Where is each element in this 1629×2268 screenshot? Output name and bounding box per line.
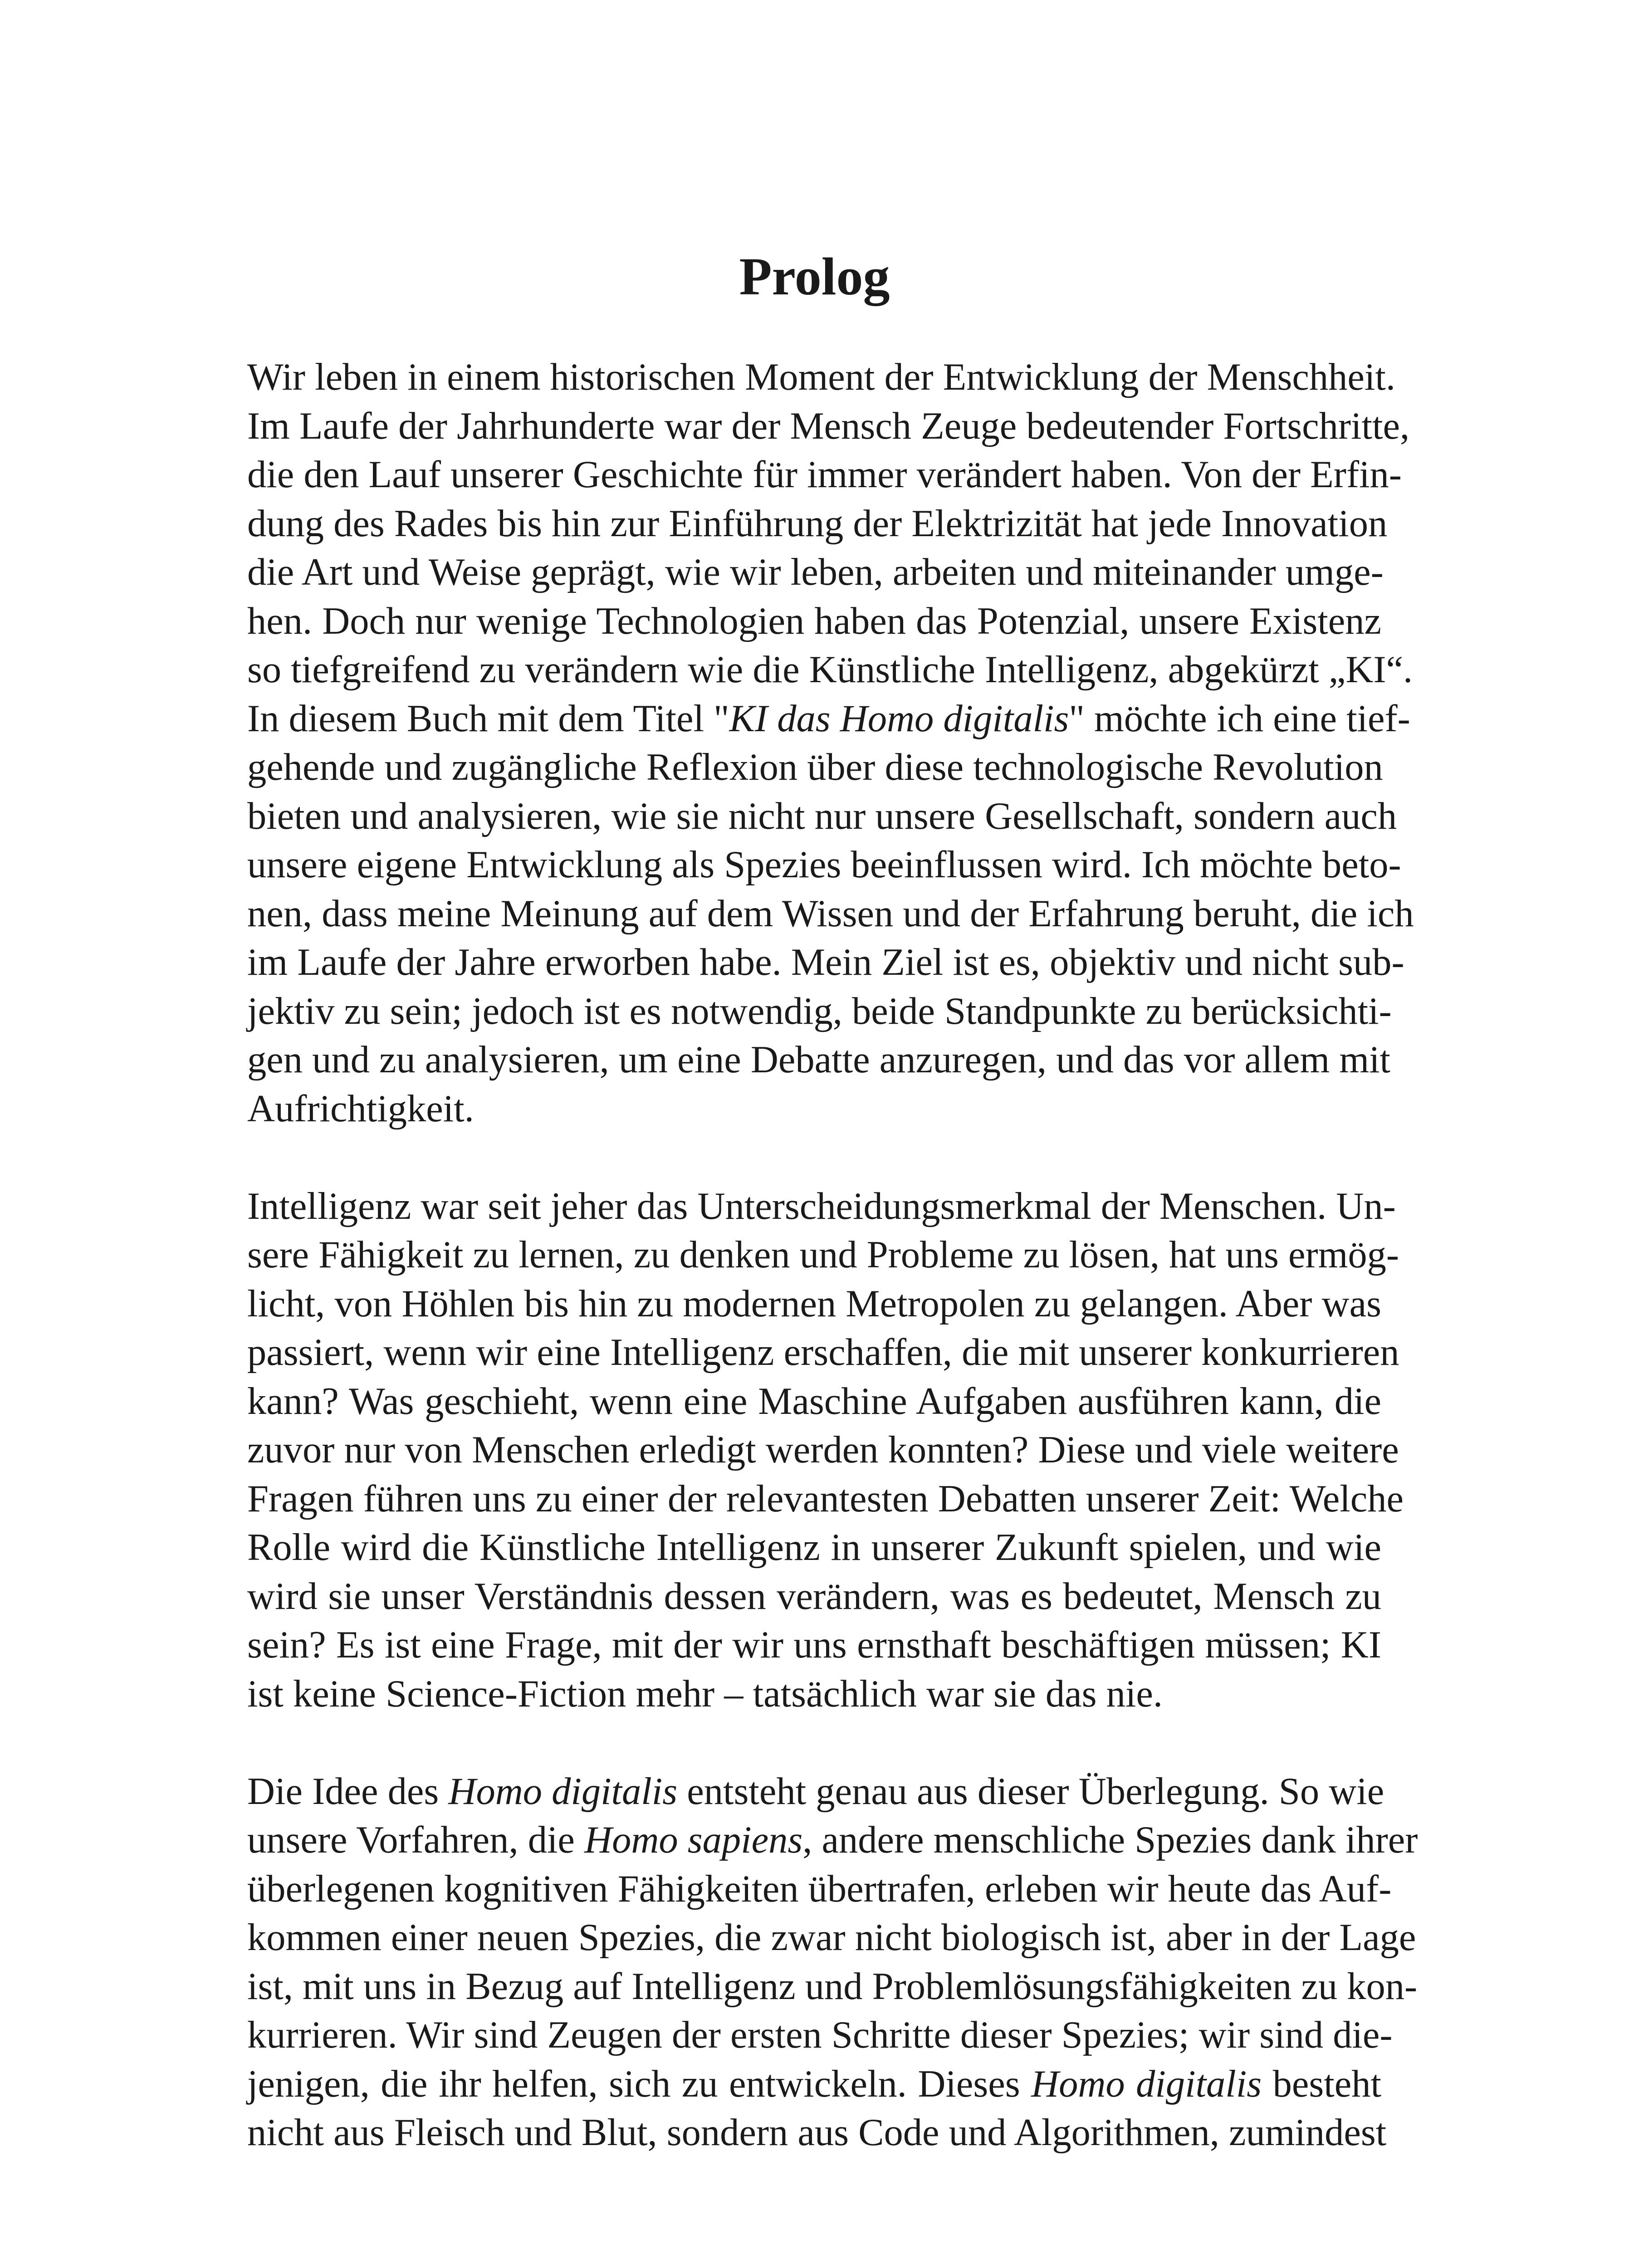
text-line: hen. Doch nur wenige Technologien haben das Potenzial, unsere Existenz <box>247 600 1381 642</box>
text-line: überlegenen kognitiven Fähigkeiten übertrafen, erleben wir heute das Auf- <box>247 1867 1392 1910</box>
body-text <box>247 353 1418 2157</box>
text-line: passiert, wenn wir eine Intelligenz erschaffen, die mit unserer konkurrieren <box>247 1331 1399 1374</box>
italic-title: Homo digitalis <box>1031 2063 1262 2105</box>
text-line: gehende und zugängliche Reflexion über diese technologische Revolution <box>247 746 1383 788</box>
text-line: In diesem Buch mit dem Titel "KI das Homo digitalis" möchte ich eine tief- <box>247 697 1410 740</box>
text-line: unsere Vorfahren, die Homo sapiens, andere menschliche Spezies dank ihrer <box>247 1819 1418 1861</box>
text-line: Wir leben in einem historischen Moment der Entwicklung der Menschheit. <box>247 356 1395 398</box>
text-line: licht, von Höhlen bis hin zu modernen Metropolen zu gelangen. Aber was <box>247 1282 1381 1325</box>
text-line: bieten und analysieren, wie sie nicht nur unsere Gesellschaft, sondern auch <box>247 795 1397 837</box>
text-line: Die Idee des Homo digitalis entsteht genau aus dieser Überlegung. So wie <box>247 1770 1384 1813</box>
text-line: im Laufe der Jahre erworben habe. Mein Ziel ist es, objektiv und nicht sub- <box>247 941 1404 983</box>
text-line: die Art und Weise geprägt, wie wir leben, arbeiten und miteinander umge- <box>247 551 1384 593</box>
text-line: unsere eigene Entwicklung als Spezies beeinflussen wird. Ich möchte beto- <box>247 844 1401 886</box>
text-line: Intelligenz war seit jeher das Unterscheidungsmerkmal der Menschen. Un- <box>247 1185 1396 1227</box>
text-line: kann? Was geschieht, wenn eine Maschine Aufgaben ausführen kann, die <box>247 1380 1381 1422</box>
text-line: wird sie unser Verständnis dessen verändern, was es bedeutet, Mensch zu <box>247 1575 1381 1618</box>
text-line: kommen einer neuen Spezies, die zwar nicht biologisch ist, aber in der Lage <box>247 1916 1416 1959</box>
paragraph-1 <box>247 353 1414 1133</box>
text-line: nen, dass meine Meinung auf dem Wissen und der Erfahrung beruht, die ich <box>247 892 1414 935</box>
text-line: die den Lauf unserer Geschichte für immer verändert haben. Von der Erfin- <box>247 454 1402 496</box>
text-line: Im Laufe der Jahrhunderte war der Mensch Zeuge bedeutender Fortschritte, <box>247 405 1410 447</box>
text-line: kurrieren. Wir sind Zeugen der ersten Schritte dieser Spezies; wir sind die- <box>247 2014 1393 2056</box>
italic-title: Homo sapiens <box>584 1819 803 1861</box>
text-line: ist keine Science-Fiction mehr – tatsächlich war sie das nie. <box>247 1672 1163 1715</box>
text-line: Fragen führen uns zu einer der relevantesten Debatten unserer Zeit: Welche <box>247 1477 1404 1520</box>
text-line: Aufrichtigkeit. <box>247 1087 474 1130</box>
text-line: so tiefgreifend zu verändern wie die Künstliche Intelligenz, abgekürzt „KI“. <box>247 649 1413 691</box>
text-line: zuvor nur von Menschen erledigt werden konnten? Diese und viele weitere <box>247 1429 1399 1471</box>
italic-title: KI das Homo digitalis <box>729 697 1069 740</box>
text-line: Rolle wird die Künstliche Intelligenz in unserer Zukunft spielen, und wie <box>247 1526 1381 1569</box>
text-line: ist, mit uns in Bezug auf Intelligenz und Problemlösungsfähigkeiten zu kon- <box>247 1965 1418 2008</box>
text-line: nicht aus Fleisch und Blut, sondern aus Code und Algorithmen, zumindest <box>247 2112 1387 2154</box>
text-line: jenigen, die ihr helfen, sich zu entwickeln. Dieses Homo digitalis besteht <box>247 2063 1381 2105</box>
paragraph-3 <box>247 1767 1418 2157</box>
text-line: gen und zu analysieren, um eine Debatte anzuregen, und das vor allem mit <box>247 1039 1391 1081</box>
page-title: Prolog <box>739 247 890 306</box>
text-line: sere Fähigkeit zu lernen, zu denken und Probleme zu lösen, hat uns ermög- <box>247 1234 1399 1276</box>
text-line: dung des Rades bis hin zur Einführung der Elektrizität hat jede Innovation <box>247 502 1388 545</box>
text-line: jektiv zu sein; jedoch ist es notwendig, beide Standpunkte zu berücksichti- <box>247 990 1392 1032</box>
paragraph-2 <box>247 1182 1404 1719</box>
italic-title: Homo digitalis <box>448 1770 678 1813</box>
text-line: sein? Es ist eine Frage, mit der wir uns ernsthaft beschäftigen müssen; KI <box>247 1624 1381 1666</box>
